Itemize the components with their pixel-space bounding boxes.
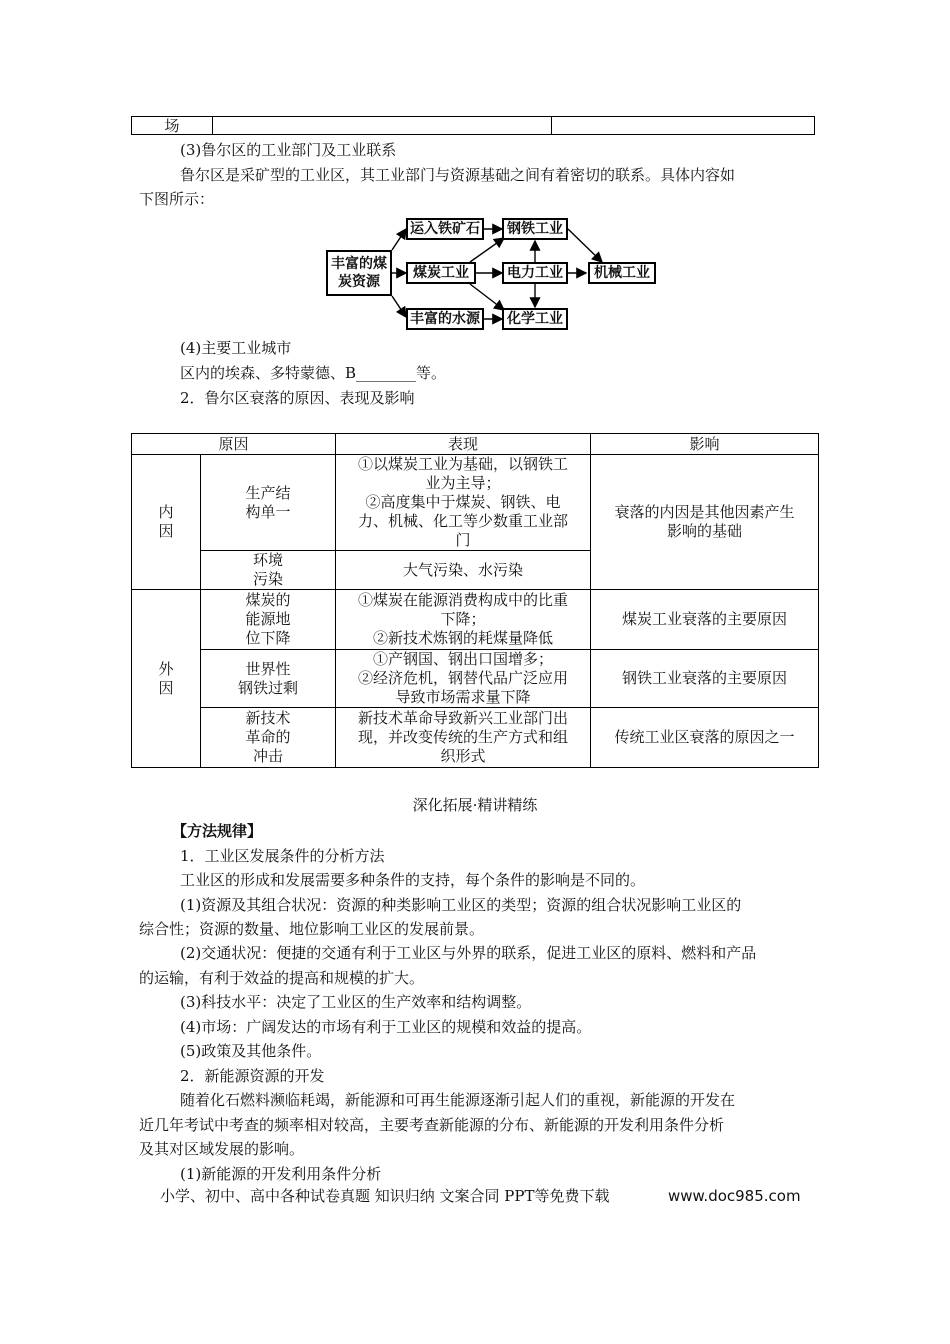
- arrow: [470, 284, 504, 310]
- cell-line: 导致市场需求量下降: [395, 688, 531, 706]
- section-heading: 2．新能源资源的开发: [180, 1067, 325, 1085]
- impact-cell: 传统工业区衰落的原因之一: [591, 708, 819, 768]
- paragraph-line: 近几年考试中考查的频率相对较高，主要考查新能源的分布、新能源的开发利用条件分析: [139, 1116, 725, 1134]
- node-label: 炭资源: [338, 274, 380, 290]
- diagram-node-steel: 钢铁工业: [502, 218, 568, 240]
- cell-line: 污染: [252, 570, 283, 588]
- section-title: 深化拓展·精讲精练: [412, 796, 538, 814]
- paragraph-line: (1)资源及其组合状况：资源的种类影响工业区的类型；资源的组合状况影响工业区的: [180, 896, 742, 914]
- cell-line: ①煤炭在能源消费构成中的比重: [357, 591, 568, 609]
- diagram-node-coal-industry: 煤炭工业: [406, 262, 476, 284]
- cell-line: 影响的基础: [666, 522, 742, 540]
- paragraph-line: 鲁尔区是采矿型的工业区，其工业部门与资源基础之间有着密切的联系。具体内容如: [180, 166, 736, 184]
- section-heading: (3)鲁尔区的工业部门及工业联系: [180, 141, 397, 159]
- cause-group-internal: [132, 455, 201, 590]
- decline-table: [131, 433, 819, 768]
- diagram-node-coal-resources: [326, 250, 392, 296]
- cell-line: 生产结: [245, 483, 291, 502]
- cell-line: 位下降: [245, 629, 291, 647]
- cell-line: ②高度集中于煤炭、钢铁、电: [365, 493, 561, 511]
- arrow: [568, 229, 602, 262]
- paragraph-line: 的运输，有利于效益的提高和规模的扩大。: [139, 969, 425, 987]
- table-header: 影响: [591, 434, 819, 455]
- paragraph-line: (5)政策及其他条件。: [180, 1042, 322, 1060]
- cell-line: 织形式: [440, 747, 486, 765]
- cause-cell: [201, 708, 336, 768]
- cell-line: 新技术革命导致新兴工业部门出: [357, 709, 568, 727]
- show-cell: 大气污染、水污染: [336, 551, 591, 590]
- industry-flow-diagram: [320, 210, 660, 335]
- arrow: [470, 238, 504, 262]
- impact-cell: 钢铁工业衰落的主要原因: [591, 650, 819, 708]
- cell-line: ②经济危机，钢替代品广泛应用: [357, 669, 568, 687]
- paragraph-line: 区内的埃森、多特蒙德、B________等。: [180, 364, 447, 382]
- cell-line: 衰落的内因是其他因素产生: [614, 503, 795, 521]
- paragraph-line: 及其对区域发展的影响。: [139, 1140, 305, 1158]
- cell-line: 内: [158, 503, 174, 521]
- cause-cell: [201, 590, 336, 650]
- cell-line: 外: [158, 659, 174, 678]
- cause-group-external: [132, 590, 201, 768]
- cell-line: 因: [158, 522, 174, 540]
- paragraph-line: (4)市场：广阔发达的市场有利于工业区的规模和效益的提高。: [180, 1018, 592, 1036]
- paragraph-line: (2)交通状况：便捷的交通有利于工业区与外界的联系，促进工业区的原料、燃料和产品: [180, 944, 757, 962]
- cell-line: 门: [455, 531, 471, 549]
- paragraph-line: 综合性；资源的数量、地位影响工业区的发展前景。: [139, 920, 485, 938]
- cell-line: 下降；: [440, 610, 486, 628]
- cell-line: 能源地: [245, 610, 291, 628]
- cell-line: 新技术: [245, 709, 291, 727]
- top-table-cell-empty: [552, 117, 815, 135]
- paragraph-line: (3)科技水平：决定了工业区的生产效率和结构调整。: [180, 993, 532, 1011]
- method-label: 【方法规律】: [172, 822, 263, 840]
- cell-line: 冲击: [252, 747, 283, 765]
- cell-line: ①产钢国、钢出口国增多；: [372, 650, 553, 668]
- cell-line: 环境: [252, 551, 283, 569]
- paragraph-line: 下图所示：: [139, 190, 215, 208]
- cause-cell: [201, 455, 336, 551]
- impact-cell: 煤炭工业衰落的主要原因: [591, 590, 819, 650]
- top-table-fragment: [131, 116, 815, 135]
- arrow: [392, 296, 406, 317]
- paragraph-line: 随着化石燃料濒临耗竭，新能源和可再生能源逐渐引起人们的重视，新能源的开发在: [180, 1091, 736, 1109]
- show-cell: [336, 590, 591, 650]
- section-heading: 1．工业区发展条件的分析方法: [180, 847, 385, 865]
- footer-text: 小学、初中、高中各种试卷真题 知识归纳 文案合同 PPT等免费下载: [160, 1187, 610, 1205]
- top-table-cell: 场: [132, 117, 213, 135]
- table-header: 原因: [132, 434, 336, 455]
- cell-line: 力、机械、化工等少数重工业部: [357, 512, 568, 530]
- cause-cell: [201, 650, 336, 708]
- cell-line: 煤炭的: [245, 591, 291, 609]
- arrow: [392, 229, 406, 250]
- table-header: 表现: [336, 434, 591, 455]
- cell-line: 业为主导；: [425, 474, 501, 492]
- show-cell: [336, 455, 591, 551]
- show-cell: [336, 650, 591, 708]
- show-cell: [336, 708, 591, 768]
- top-table-cell-empty: [213, 117, 552, 135]
- cell-line: 构单一: [245, 502, 291, 521]
- section-heading: (1)新能源的开发利用条件分析: [180, 1165, 382, 1183]
- cell-line: 钢铁过剩: [237, 678, 298, 697]
- cell-line: ②新技术炼钢的耗煤量降低: [372, 629, 553, 647]
- paragraph-line: 工业区的形成和发展需要多种条件的支持，每个条件的影响是不同的。: [180, 871, 646, 889]
- node-label: 丰富的煤: [331, 256, 387, 272]
- diagram-node-power: 电力工业: [502, 262, 568, 284]
- footer-url[interactable]: www.doc985.com: [668, 1187, 801, 1205]
- diagram-node-water: 丰富的水源: [406, 308, 484, 330]
- cell-line: 世界性: [245, 659, 291, 678]
- cell-line: 因: [158, 678, 174, 697]
- cell-line: ①以煤炭工业为基础，以钢铁工: [357, 455, 568, 473]
- section-heading: (4)主要工业城市: [180, 339, 292, 357]
- diagram-node-iron-ore: 运入铁矿石: [406, 218, 484, 240]
- cell-line: 革命的: [245, 728, 291, 746]
- impact-cell: [591, 455, 819, 590]
- section-heading: 2．鲁尔区衰落的原因、表现及影响: [180, 389, 415, 407]
- diagram-node-machinery: 机械工业: [588, 262, 656, 284]
- diagram-node-chemical: 化学工业: [502, 308, 568, 330]
- cell-line: 现，并改变传统的生产方式和组: [357, 728, 568, 746]
- cause-cell: [201, 551, 336, 590]
